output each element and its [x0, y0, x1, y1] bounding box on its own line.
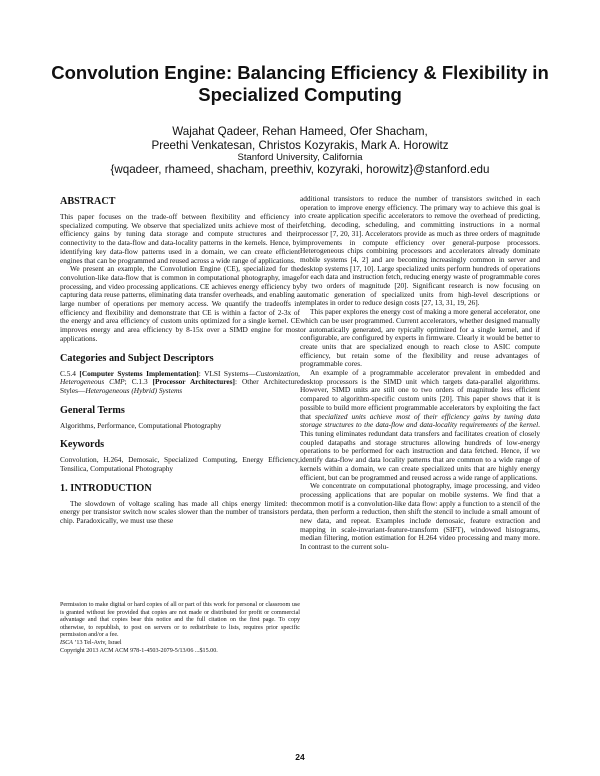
left-column	[60, 196, 300, 526]
abstract-heading: ABSTRACT	[60, 196, 116, 207]
permission-footnote	[60, 602, 300, 655]
copyright-line: Copyright 2013 ACM ACM 978-1-4503-2079-5/13/06 ...$15.00.	[60, 647, 218, 654]
intro-continued-paragraph: additional transistors to reduce the number of transistors switched in each operation to improve energy efficiency. The primary way to achieve this goal is to create application specific accelerators to remove the overhead of predicting, fetching, decoding, scheduling, and committing instructions in a normal processor [7, 20, 31]. Accelerators provide as much as three orders of magnitude improvements in compute efficiency over general-purpose processors. Heterogeneous chips combining processors and accelerators already dominate mobile systems [4, 2] and are becoming increasingly common in server and desktop systems [17, 10]. Large specialized units perform hundreds of operations for each data and instruction fetch, reducing energy waste of programmable cores by two orders of magnitude [20]. Significant research is now focusing on automatic generation of specialized units from high-level descriptions or templates in order to reduce design costs [27, 13, 31, 19, 26].	[300, 194, 540, 308]
category-2-rest: : Other Architecture Styles—	[60, 377, 300, 395]
paper-title: Convolution Engine: Balancing Efficiency & Flexibility in Specialized Computing	[51, 62, 549, 105]
authors-line-2: Preethi Venkatesan, Christos Kozyrakis, Mark A. Horowitz	[151, 138, 449, 152]
category-2: [Processor Architectures]	[152, 377, 235, 387]
conference-location: ’13 Tel-Aviv, Israel	[72, 639, 122, 646]
keywords-section	[60, 439, 300, 473]
intro-paragraph-3-start: An example of a programmable accelerator prevalent in embedded and desktop processors is the SIMD unit which targets data-parallel algorithms. However, SIMD units are still one to two orders of magnitude less efficient compared to algorithm-specific custom units [20]. This paper shows that it is possible to build more efficient programmable accelerators by exploiting the fact that	[300, 368, 540, 421]
author-block	[40, 125, 560, 177]
author-emails: {wqadeer, rhameed, shacham, preethiv, kozyraki, horowitz}@stanford.edu	[110, 163, 490, 176]
abstract-paragraph-2: We present an example, the Convolution Engine (CE), specialized for the convolution-like data-flow that is common in computational photography, image processing, and video processing applications. CE achieves energy efficiency by capturing data reuse patterns, eliminating data transfer overheads, and enabling a large number of operations per memory access. We quantify the tradeoffs in efficiency and flexibility and demonstrate that CE is within a factor of 2-3x of the energy and area efficiency of custom units optimized for a single kernel. CE improves energy and area efficiency by 8-15x over a SIMD engine for most applications.	[60, 264, 300, 343]
intro-paragraph-3-emphasis: specialized units achieve most of their efficiency gains by tuning data storage structures to the data-flow and data-locality requirements of the kernel	[300, 411, 540, 430]
general-terms-section	[60, 405, 300, 431]
authors-line-1: Wajahat Qadeer, Rehan Hameed, Ofer Shacham,	[172, 125, 428, 138]
abstract-paragraph-1: This paper focuses on the trade-off between flexibility and efficiency in specialized computing. We observe that specialized units achieve most of their efficiency gains by tuning data storage and compute structures and their connectivity to the data-flow and data-locality patterns in the kernels. Hence, by identifying key data-flow patterns used in a domain, we can create efficient engines that can be programmed and reused across a wide range of applications.	[60, 212, 300, 265]
introduction-heading: 1. INTRODUCTION	[60, 482, 152, 494]
conference-name: ISCA	[60, 639, 73, 646]
keywords-text: Convolution, H.264, Demosaic, Specialized Computing, Energy Efficiency, Tensilica, Computational Photography	[60, 455, 300, 474]
intro-paragraph-4: We concentrate on computational photography, image processing, and video processing applications that are popular on mobile systems. We find that a common motif is a convolution-like data flow: apply a function to a stencil of the data, then perform a reduction, then shift the stencil to include a small amount of new data, and repeat. Examples include demosaic, feature extraction and mapping in scale-invariant-feature-transform (SIFT), windowed histograms, median filtering, motion estimation for H.264 video processing and many more. In contrast to the current solu-	[300, 481, 540, 552]
right-column	[300, 195, 540, 552]
general-terms-text: Algorithms, Performance, Computational Photography	[60, 420, 222, 430]
general-terms-heading: General Terms	[60, 404, 125, 416]
introduction-section	[60, 483, 300, 526]
category-code-1: C.5.4	[60, 368, 80, 378]
categories-section	[60, 353, 300, 396]
category-code-2: ; C.1.3	[124, 377, 153, 387]
introduction-paragraph-1: The slowdown of voltage scaling has made all chips energy limited: the energy per transistor switch now scales slower than the number of transistors per chip. Paradoxically, we must use these	[60, 498, 300, 526]
keywords-heading: Keywords	[60, 439, 105, 451]
affiliation: Stanford University, California	[237, 152, 363, 163]
categories-text	[60, 370, 300, 396]
category-2-subject: Heterogeneous (Hybrid) Systems	[85, 385, 183, 395]
intro-paragraph-3	[300, 369, 540, 482]
category-1-subject: Customization, Heterogeneous CMP	[60, 368, 300, 387]
page-number: 24	[295, 752, 305, 762]
category-1: [Computer Systems Implementation]	[79, 368, 199, 378]
conference-line	[60, 640, 300, 648]
category-1-rest: : VLSI Systems—	[198, 368, 256, 378]
categories-heading: Categories and Subject Descriptors	[60, 352, 214, 364]
permission-text: Permission to make digital or hard copies of all or part of this work for personal or classroom use is granted without fee provided that copies are not made or distributed for profit or commercial advantage and that copies bear this notice and the full citation on the first page. To copy otherwise, to republish, to post on servers or to redistribute to lists, requires prior specific permission and/or a fee.	[60, 602, 300, 639]
intro-paragraph-2: This paper explores the energy cost of making a more general accelerator, one which can be user programmed. Current accelerators, whether designed manually or automatically generated, are typically optimized for a single kernel, and if configurable, are configured by experts in firmware. Clearly it would be better to create units that are specialized enough to reach close to ASIC compute efficiency, but retain some of the flexibility and reuse advantages of programmable cores.	[300, 307, 540, 369]
intro-paragraph-3-end: . This tuning eliminates redundant data transfers and facilitates creation of closely coupled datapaths and storage structures allowing hundreds of low-energy operations to be performed for each instruction and data fetched. Hence, if we identify data-flow and data locality patterns that are common to a wide range of kernels within a domain, we can create specialized units that are highly energy efficient, but can be programmed and reused across a wide range of applications.	[300, 420, 540, 482]
